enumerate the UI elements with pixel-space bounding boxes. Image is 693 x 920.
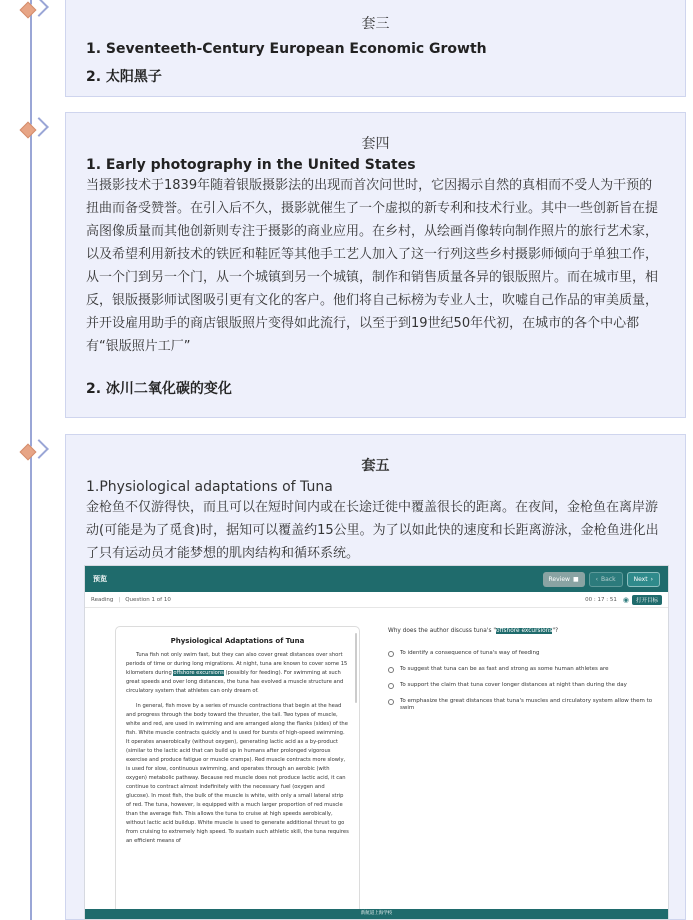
radio-button[interactable] — [388, 683, 394, 689]
question-text-part: "? — [552, 628, 559, 634]
item-title: 1. Seventeeth-Century European Economic Growth — [86, 41, 487, 57]
highlighted-phrase: offshore excursions — [496, 628, 553, 634]
chevron-right-icon: › — [650, 575, 653, 583]
set-title: 套五 — [361, 458, 390, 474]
set-title: 套三 — [361, 16, 390, 32]
next-label: Next — [633, 575, 648, 583]
timeline-marker — [22, 446, 40, 464]
section-label: Reading — [91, 596, 114, 603]
passage-panel[interactable] — [115, 626, 360, 916]
back-button[interactable] — [589, 572, 623, 587]
app-label: 预览 — [93, 575, 107, 583]
item-description: 金枪鱼不仅游得快，而且可以在短时间内或在长途迁徙中覆盖很长的距离。在夜间，金枪鱼在离岸游动(可能是为了觅食)时，据知可以覆盖约15公里。为了以如此快的速度和长距离游泳，金枪鱼进化出了只有运动员才能梦想的肌肉结构和循环系统。 — [86, 500, 659, 561]
exam-footer: 新航道上海学校 — [85, 909, 668, 919]
item-description: 当摄影技术于1839年随着银版摄影法的出现而首次问世时，它因揭示自然的真相而不受人为干预的扭曲而备受赞誉。在引入后不久，摄影就催生了一个虚拟的新专利和技术行业。其中一些创新旨在提高图像质量而其他创新则专注于摄影的商业应用。在乡村，从绘画肖像转向制作照片的旅行艺术家，以及希望利用新技术的铁匠和鞋匠等其他手工艺人加入了这一行列这些乡村摄影师倾向于单独工作，从一个门到另一个门，从一个城镇到另一个城镇，制作和销售质量各异的银版照片。而在城市里，相反，银版摄影师试图吸引更有文化的客户。他们将自己标榜为专业人士，吹嘘自己作品的审美质量，并开设雇用助手的商店银版照片变得如此流行，以至于到19世纪50年代初，在城市的各个中心都有“银版照片工厂” — [86, 178, 659, 354]
passage-text: Tuna fish not only swim fast, but they can also cover great distances over short periods of time or during long migrations. At night, tuna are known to cover some 15 kilometers during — [126, 652, 348, 676]
divider: | — [118, 596, 121, 603]
passage-paragraph: In general, fish move by a series of muscle contractions that begin at the head and progress through the body toward the thruster, the tail. Two types of muscle, white and red, are used in swimming and are arranged along the flanks (sides) of the fish. White muscle contracts quickly and is used for bursts of high-speed swimming. It operates anaerobically (without oxygen), generating lactic acid as a by-product (similar to the lactic acid that can build up in humans after prolonged vigorous exercise and produce fatigue or muscle cramps). Red muscle contracts more slowly, is used for slow, continuous swimming, and operates through an aerobic (with oxygen) metabolic pathway. Because red muscle does not produce lactic acid, it can continue to contract almost indefinitely with the necessary fuel (oxygen and glucose). In most fish, the bulk of the muscle is white, with only a small lateral strip of red. The tuna, however, is equipped with a much larger proportion of red muscle than the average fish. This allows the tuna to cruise at high speeds aerobically, without lactic acid buildup. White muscle is used to generate additional thrust to go from cruising to extremely high speed. To sustain such athletic skill, the tuna requires an efficient means of — [126, 703, 349, 844]
item-title: 1. Early photography in the United States — [86, 157, 416, 173]
set-card-4 — [65, 112, 686, 418]
next-button[interactable] — [627, 572, 660, 587]
passage-paragraph — [126, 651, 349, 696]
option-label: To emphasize the great distances that tuna's muscles and circulatory system allow them to swim — [400, 698, 653, 711]
timeline-marker — [22, 4, 40, 22]
passage-text: (possibly for feeding). For swimming at such great speeds and over long distances, the tuna has evolved a muscle structure and circulatory system that athletes can only dream of. — [126, 670, 344, 694]
radio-button[interactable] — [388, 651, 394, 657]
review-label: Review — [548, 575, 570, 583]
bookmark-icon: ■ — [572, 575, 579, 583]
timeline-marker — [22, 124, 40, 142]
radio-button[interactable] — [388, 699, 394, 705]
option-label: To suggest that tuna can be as fast and strong as some human athletes are — [400, 666, 609, 672]
item-title: 1.Physiological adaptations of Tuna — [86, 479, 333, 495]
option-label: To identify a consequence of tuna's way of feeding — [400, 650, 540, 656]
option-label: To support the claim that tuna cover longer distances at night than during the day — [400, 682, 627, 688]
question-text — [388, 628, 658, 634]
back-label: Back — [601, 575, 616, 583]
exam-topbar — [85, 566, 668, 592]
question-text-part: Why does the author discuss tuna's " — [388, 628, 496, 634]
highlighted-phrase: offshore excursions — [173, 670, 224, 676]
radio-button[interactable] — [388, 667, 394, 673]
question-panel — [388, 628, 658, 721]
answer-option[interactable] — [388, 698, 658, 712]
review-button[interactable] — [543, 572, 585, 587]
hide-timer-button[interactable]: 打开目标 — [632, 595, 662, 605]
set-card-3 — [65, 0, 686, 97]
eye-icon[interactable]: ◉ — [622, 595, 629, 604]
chevron-left-icon: ‹ — [595, 575, 599, 583]
item-title: 2. 太阳黑子 — [86, 69, 162, 85]
item-title: 2. 冰川二氧化碳的变化 — [86, 381, 232, 397]
set-title: 套四 — [361, 136, 390, 152]
passage-title: Physiological Adaptations of Tuna — [170, 637, 305, 645]
passage-scrollbar[interactable] — [355, 633, 357, 703]
answer-option[interactable] — [388, 666, 658, 673]
exam-screenshot — [84, 565, 669, 920]
exam-subbar — [85, 592, 668, 608]
timer: 00 : 17 : 51 — [585, 596, 617, 603]
answer-option[interactable] — [388, 682, 658, 689]
answer-option[interactable] — [388, 650, 658, 657]
question-counter: Question 1 of 10 — [125, 596, 171, 603]
